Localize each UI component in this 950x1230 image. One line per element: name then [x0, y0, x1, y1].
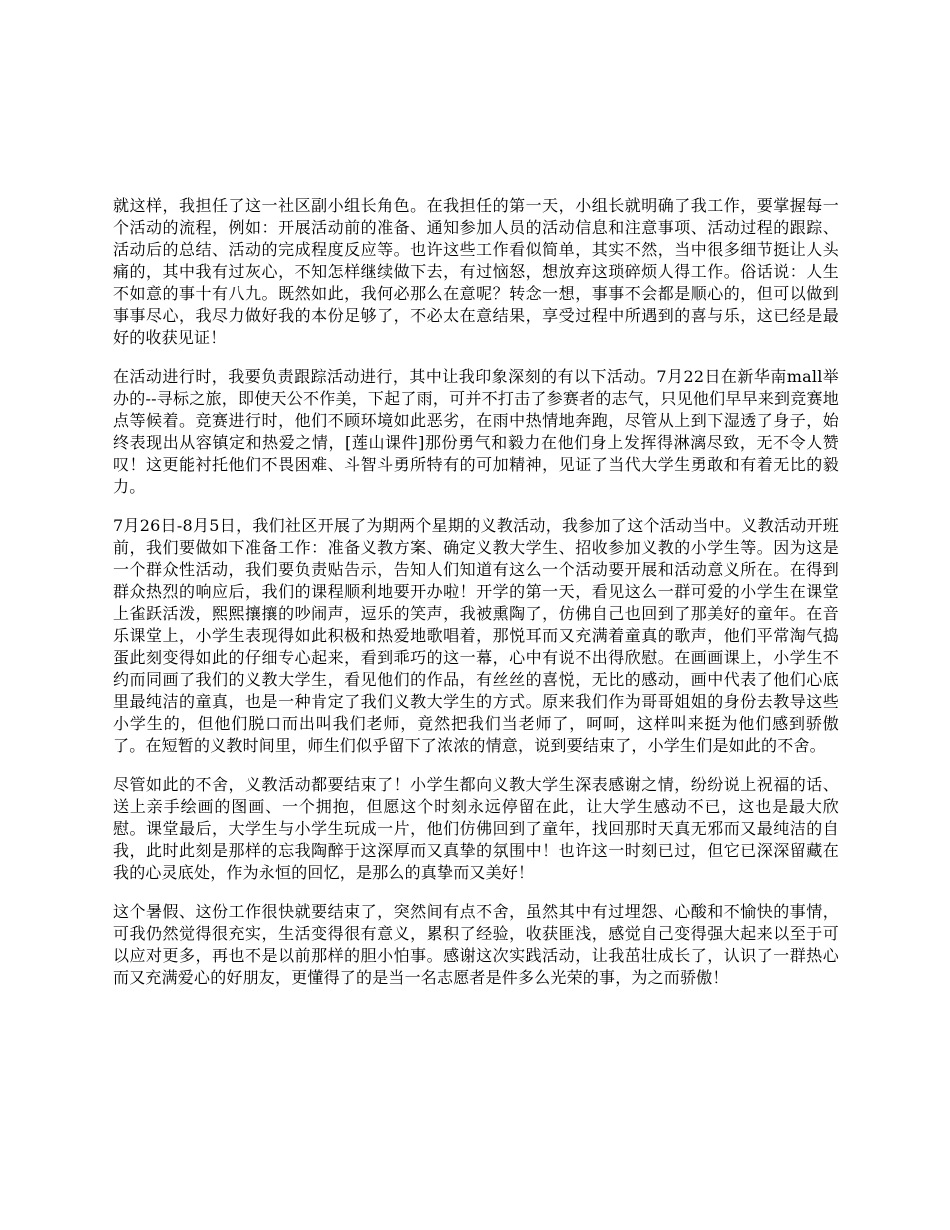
- paragraph-1: 就这样，我担任了这一社区副小组长角色。在我担任的第一天，小组长就明确了我工作，要掌握每一个活动的流程，例如：开展活动前的准备、通知参加人员的活动信息和注意事项、活动过程的跟踪、活动后的总结、活动的完成程度反应等。也许这些工作看似简单，其实不然，当中很多细节挺让人头痛的，其中我有过灰心，不知怎样继续做下去，有过恼怒，想放弃这琐碎烦人得工作。俗话说：人生不如意的事十有八九。既然如此，我何必那么在意呢？转念一想，事事不会都是顺心的，但可以做到事事尽心，我尽力做好我的本份足够了，不必太在意结果，享受过程中所遇到的喜与乐，这已经是最好的收获见证！: [113, 196, 839, 347]
- paragraph-2: 在活动进行时，我要负责跟踪活动进行，其中让我印象深刻的有以下活动。7月22日在新华南mall举办的--寻标之旅，即使天公不作美，下起了雨，可并不打击了参赛者的志气，只见他们早早来到竞赛地点等候着。竞赛进行时，他们不顾环境如此恶劣，在雨中热情地奔跑，尽管从上到下湿透了身子，始终表现出从容镇定和热爱之情，[莲山课件]那份勇气和毅力在他们身上发挥得淋漓尽致，无不令人赞叹！这更能衬托他们不畏困难、斗智斗勇所特有的可加精神，见证了当代大学生勇敢和有着无比的毅力。: [113, 367, 839, 496]
- paragraph-5: 这个暑假、这份工作很快就要结束了，突然间有点不舍，虽然其中有过埋怨、心酸和不愉快的事情，可我仍然觉得很充实，生活变得很有意义，累积了经验，收获匪浅，感觉自己变得强大起来以至于可以应对更多，再也不是以前那样的胆小怕事。感谢这次实践活动，让我茁壮成长了，认识了一群热心而又充满爱心的好朋友，更懂得了的是当一名志愿者是件多么光荣的事，为之而骄傲！: [113, 902, 839, 987]
- document-body: [113, 195, 839, 1006]
- paragraph-4: 尽管如此的不舍，义教活动都要结束了！小学生都向义教大学生深表感谢之情，纷纷说上祝福的话、送上亲手绘画的图画、一个拥抱，但愿这个时刻永远停留在此，让大学生感动不已，这也是最大欣慰。课堂最后，大学生与小学生玩成一片，他们仿佛回到了童年，找回那时天真无邪而又最纯洁的自我，此时此刻是那样的忘我陶醉于这深厚而又真挚的氛围中！也许这一时刻已过，但它已深深留藏在我的心灵底处，作为永恒的回忆，是那么的真挚而又美好！: [113, 775, 839, 882]
- paragraph-3: 7月26日-8月5日，我们社区开展了为期两个星期的义教活动，我参加了这个活动当中。义教活动开班前，我们要做如下准备工作：准备义教方案、确定义教大学生、招收参加义教的小学生等。因为这是一个群众性活动，我们要负责贴告示，告知人们知道有这么一个活动要开展和活动意义所在。在得到群众热烈的响应后，我们的课程顺利地要开办啦！开学的第一天，看见这么一群可爱的小学生在课堂上雀跃活泼，熙熙攘攘的吵闹声，逗乐的笑声，我被熏陶了，仿佛自己也回到了那美好的童年。在音乐课堂上，小学生表现得如此积极和热爱地歌唱着，那悦耳而又充满着童真的歌声，他们平常淘气捣蛋此刻变得如此的仔细专心起来，看到乖巧的这一幕，心中有说不出得欣慰。在画画课上，小学生不约而同画了我们的义教大学生，看见他们的作品，有丝丝的喜悦，无比的感动，画中代表了他们心底里最纯洁的童真，也是一种肯定了我们义教大学生的方式。原来我们作为哥哥姐姐的身份去教导这些小学生的，但他们脱口而出叫我们老师，竟然把我们当老师了，呵呵，这样叫来挺为他们感到骄傲了。在短暂的义教时间里，师生们似乎留下了浓浓的情意，说到要结束了，小学生们是如此的不舍。: [113, 516, 839, 755]
